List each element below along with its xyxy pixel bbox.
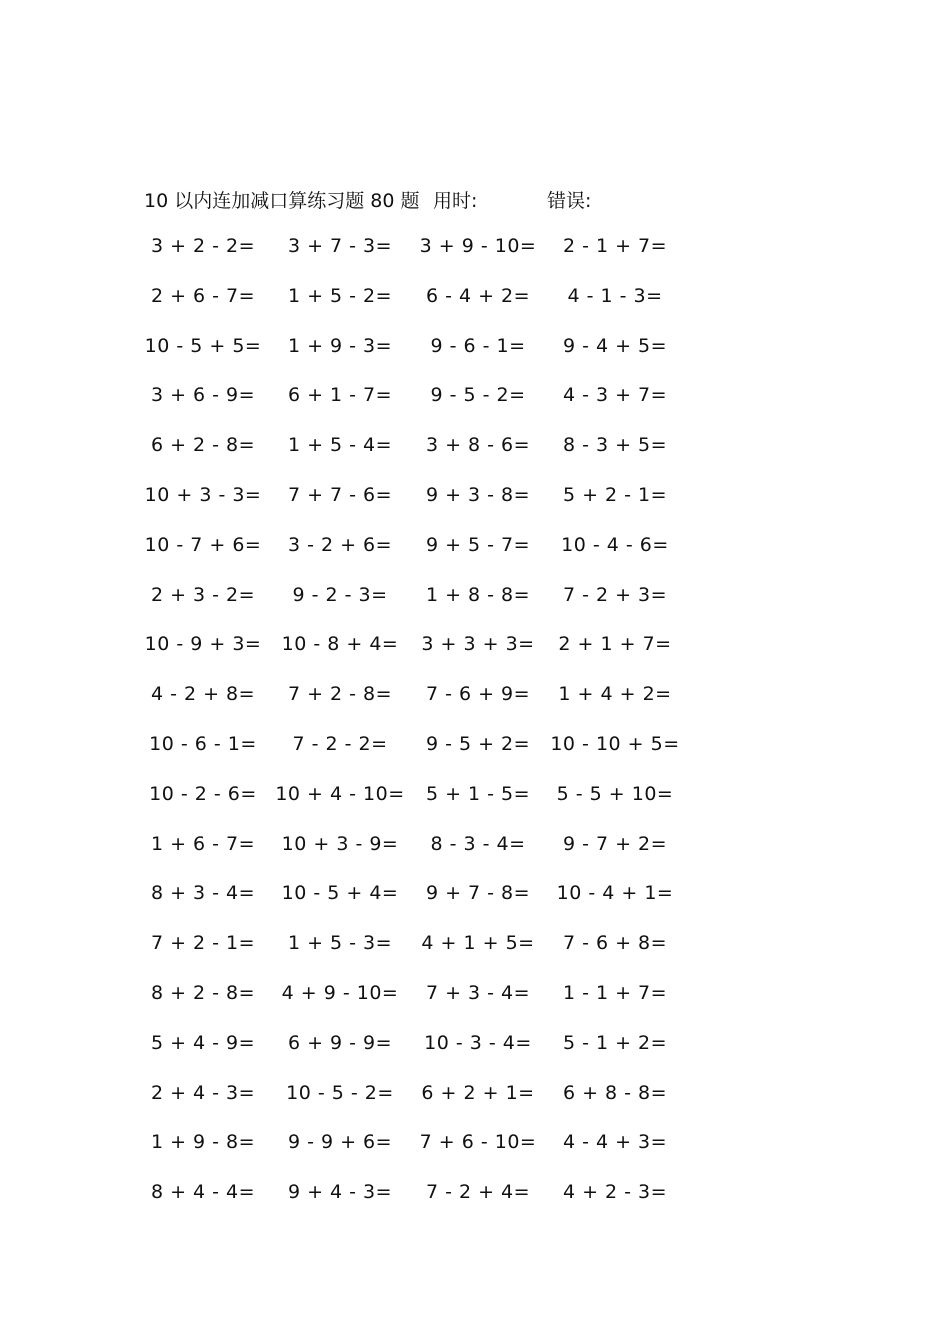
problem-item: 9 - 7 + 2=	[562, 832, 668, 855]
problem-item: 3 + 9 - 10=	[419, 235, 537, 257]
problem-item: 4 - 1 - 3=	[567, 284, 663, 307]
problem-row	[0, 534, 950, 584]
error-count-label: 错误:	[547, 190, 592, 212]
problem-item: 9 + 5 - 7=	[425, 533, 531, 556]
problem-item: 3 + 2 - 2=	[150, 235, 256, 257]
problem-item: 10 - 5 + 4=	[281, 882, 399, 905]
problem-item: 10 + 3 - 3=	[144, 483, 262, 506]
problem-item: 5 - 1 + 2=	[562, 1031, 668, 1054]
problem-item: 1 + 6 - 7=	[150, 832, 256, 855]
problem-item: 3 + 7 - 3=	[287, 235, 393, 257]
problem-item: 6 + 2 - 8=	[150, 434, 256, 457]
problem-item: 2 + 1 + 7=	[558, 633, 672, 656]
problem-item: 2 + 4 - 3=	[150, 1081, 256, 1104]
problem-item: 10 + 3 - 9=	[281, 832, 399, 855]
problem-item: 10 - 4 + 1=	[556, 882, 674, 905]
problem-item: 1 + 9 - 8=	[150, 1131, 256, 1154]
problem-row	[0, 882, 950, 932]
problem-item: 2 + 6 - 7=	[150, 284, 256, 307]
problem-row	[0, 484, 950, 534]
problem-item: 10 - 10 + 5=	[550, 732, 680, 755]
problem-item: 6 + 8 - 8=	[562, 1081, 668, 1104]
problem-item: 10 - 5 + 5=	[144, 334, 262, 357]
problem-item: 3 - 2 + 6=	[287, 533, 393, 556]
problem-item: 7 + 2 - 8=	[287, 683, 393, 706]
problem-item: 9 - 6 - 1=	[430, 334, 526, 357]
problem-row	[0, 932, 950, 982]
problem-item: 3 + 6 - 9=	[150, 384, 256, 407]
problem-item: 8 + 2 - 8=	[150, 981, 256, 1004]
problem-item: 2 - 1 + 7=	[562, 235, 668, 257]
problem-row	[0, 434, 950, 484]
problem-row	[0, 235, 950, 285]
problem-row	[0, 783, 950, 833]
problem-item: 1 + 5 - 2=	[287, 284, 393, 307]
problem-item: 3 + 8 - 6=	[425, 434, 531, 457]
problem-item: 10 - 7 + 6=	[144, 533, 262, 556]
time-used-label: 用时:	[433, 190, 478, 212]
problem-item: 10 - 9 + 3=	[144, 633, 262, 656]
problem-item: 4 + 1 + 5=	[421, 932, 535, 955]
problem-row	[0, 584, 950, 634]
problem-item: 10 - 4 - 6=	[561, 533, 669, 556]
problem-item: 5 + 4 - 9=	[150, 1031, 256, 1054]
problem-item: 4 - 4 + 3=	[562, 1131, 668, 1154]
problem-item: 10 - 8 + 4=	[281, 633, 399, 656]
worksheet-header	[144, 186, 844, 214]
problem-item: 4 + 9 - 10=	[281, 981, 399, 1004]
problem-item: 5 + 2 - 1=	[562, 483, 668, 506]
problem-item: 6 + 1 - 7=	[287, 384, 393, 407]
problem-item: 7 + 6 - 10=	[419, 1131, 537, 1154]
problem-item: 7 + 7 - 6=	[287, 483, 393, 506]
problem-item: 9 - 9 + 6=	[287, 1131, 393, 1154]
problem-row	[0, 1082, 950, 1132]
problem-grid	[0, 235, 950, 1231]
problem-item: 8 - 3 + 5=	[562, 434, 668, 457]
problem-item: 10 - 5 - 2=	[286, 1081, 394, 1104]
problem-row	[0, 1131, 950, 1181]
problem-item: 4 + 2 - 3=	[562, 1181, 668, 1204]
problem-item: 1 + 5 - 4=	[287, 434, 393, 457]
problem-item: 7 + 2 - 1=	[150, 932, 256, 955]
problem-item: 8 + 4 - 4=	[150, 1181, 256, 1204]
problem-row	[0, 1032, 950, 1082]
problem-item: 1 - 1 + 7=	[562, 981, 668, 1004]
problem-item: 10 - 3 - 4=	[424, 1031, 532, 1054]
problem-item: 6 - 4 + 2=	[425, 284, 531, 307]
problem-item: 4 - 3 + 7=	[562, 384, 668, 407]
problem-row	[0, 833, 950, 883]
problem-item: 7 - 6 + 8=	[562, 932, 668, 955]
problem-item: 1 + 9 - 3=	[287, 334, 393, 357]
problem-item: 3 + 3 + 3=	[421, 633, 535, 656]
problem-item: 7 - 2 + 3=	[562, 583, 668, 606]
problem-item: 9 + 3 - 8=	[425, 483, 531, 506]
problem-item: 1 + 8 - 8=	[425, 583, 531, 606]
problem-item: 9 - 5 + 2=	[425, 732, 531, 755]
problem-item: 9 - 4 + 5=	[562, 334, 668, 357]
problem-item: 8 + 3 - 4=	[150, 882, 256, 905]
problem-item: 7 + 3 - 4=	[425, 981, 531, 1004]
problem-row	[0, 335, 950, 385]
problem-item: 9 - 2 - 3=	[292, 583, 388, 606]
problem-item: 9 + 4 - 3=	[287, 1181, 393, 1204]
problem-item: 1 + 4 + 2=	[558, 683, 672, 706]
problem-item: 7 - 6 + 9=	[425, 683, 531, 706]
problem-row	[0, 982, 950, 1032]
problem-item: 10 - 2 - 6=	[149, 782, 257, 805]
problem-row	[0, 733, 950, 783]
problem-row	[0, 1181, 950, 1231]
problem-item: 4 - 2 + 8=	[150, 683, 256, 706]
problem-item: 7 - 2 + 4=	[425, 1181, 531, 1204]
problem-item: 5 - 5 + 10=	[556, 782, 674, 805]
problem-item: 2 + 3 - 2=	[150, 583, 256, 606]
problem-item: 9 + 7 - 8=	[425, 882, 531, 905]
problem-item: 6 + 9 - 9=	[287, 1031, 393, 1054]
problem-item: 9 - 5 - 2=	[430, 384, 526, 407]
problem-item: 7 - 2 - 2=	[292, 732, 388, 755]
problem-row	[0, 633, 950, 683]
problem-row	[0, 384, 950, 434]
problem-item: 10 + 4 - 10=	[275, 782, 405, 805]
problem-row	[0, 683, 950, 733]
problem-item: 1 + 5 - 3=	[287, 932, 393, 955]
problem-item: 10 - 6 - 1=	[149, 732, 257, 755]
problem-item: 6 + 2 + 1=	[421, 1081, 535, 1104]
problem-item: 5 + 1 - 5=	[425, 782, 531, 805]
problem-row	[0, 285, 950, 335]
worksheet-title: 10 以内连加减口算练习题 80 题	[144, 190, 420, 212]
problem-item: 8 - 3 - 4=	[430, 832, 526, 855]
